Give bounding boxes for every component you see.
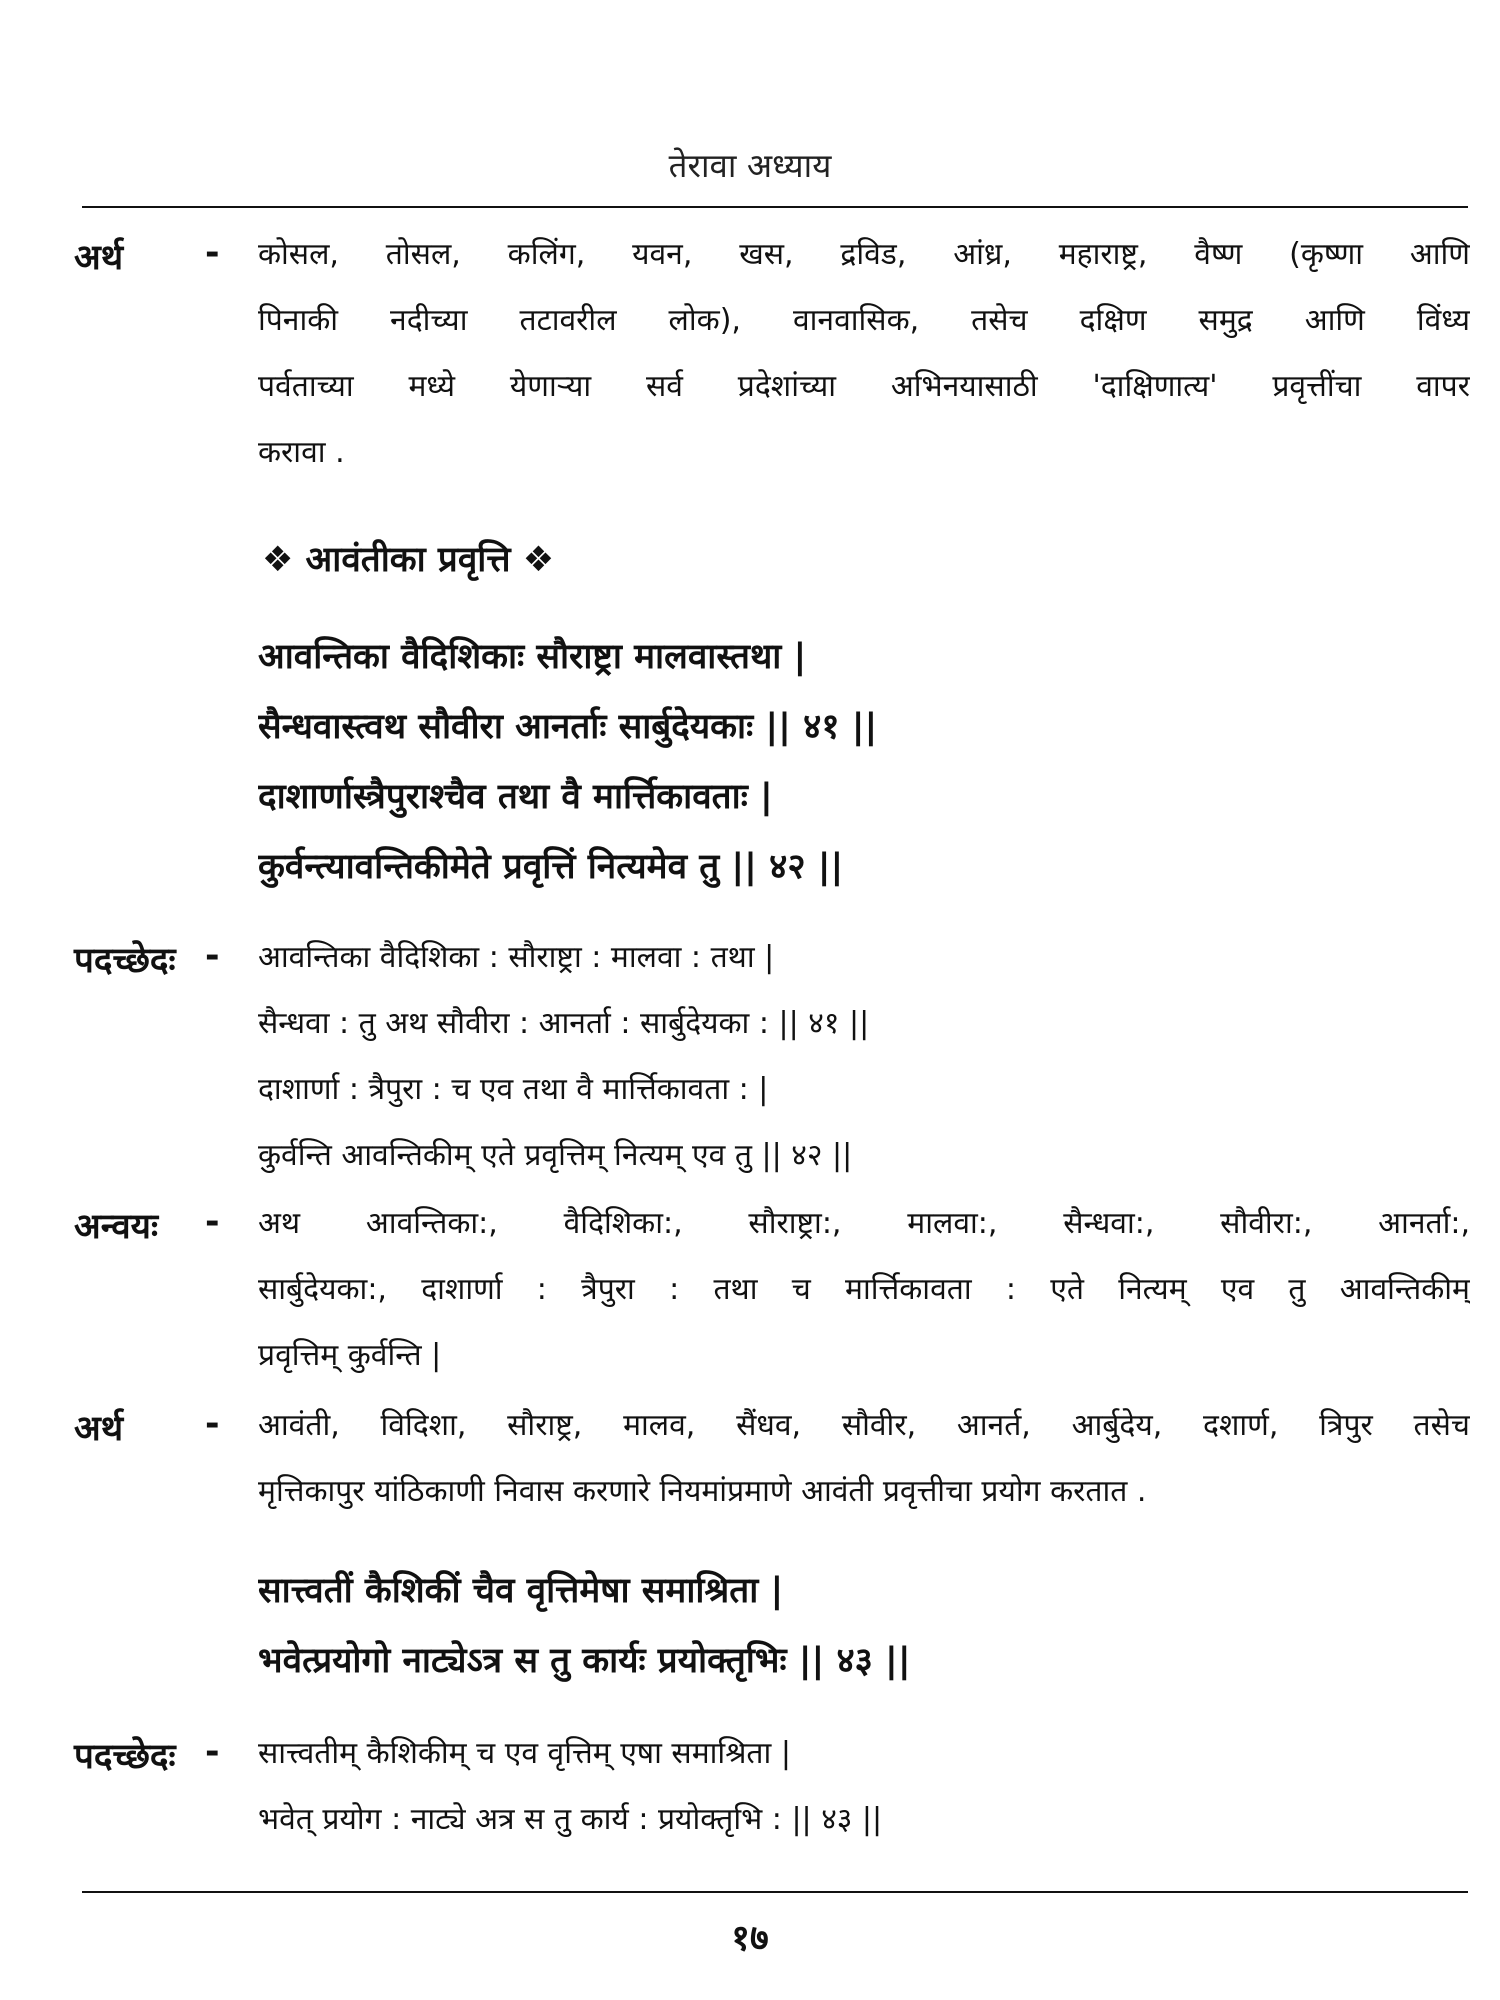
text-line: मृत्तिकापुर यांठिकाणी निवास करणारे नियमांप्रमाणे आवंती प्रवृत्तीचा प्रयोग करतात . <box>258 1474 1147 1509</box>
anvaya-text <box>258 1191 1470 1389</box>
section-label-padachheda-2: पदच्छेदः <box>74 1737 176 1777</box>
text-line: दाशार्णा : त्रैपुरा : च एव तथा वै मार्त्तिकावता : | <box>258 1072 769 1107</box>
section-label-anvaya: अन्वयः <box>74 1207 159 1247</box>
padachheda-1-text <box>258 925 1470 1189</box>
running-header: तेरावा अध्याय <box>668 146 832 185</box>
header-rule <box>82 206 1468 208</box>
text-line: आवंती, विदिशा, सौराष्ट्र, मालव, सैंधव, सौवीर, आनर्त, आर्बुदेय, दशार्ण, त्रिपुर तसेच <box>258 1408 1470 1443</box>
text-line: आवन्तिका वैदिशिका : सौराष्ट्रा : मालवा : तथा | <box>258 940 775 975</box>
text-line: अथ आवन्तिका:, वैदिशिका:, सौराष्ट्रा:, मालवा:, सैन्धवा:, सौवीरा:, आनर्ता:, <box>258 1206 1470 1241</box>
verse-41-42 <box>258 622 877 902</box>
padachheda-2-text <box>258 1721 1470 1853</box>
text-line: सार्बुदेयका:, दाशार्णा : त्रैपुरा : तथा च मार्त्तिकावता : एते नित्यम् एव तु आवन्तिकीम् <box>258 1272 1470 1307</box>
section-dash-artha-2: - <box>205 1404 220 1444</box>
section-label-artha-2: अर्थ <box>74 1409 124 1449</box>
text-line: भवेत् प्रयोग : नाट्ये अत्र स तु कार्य : प्रयोक्तृभि : || ४३ || <box>258 1802 883 1837</box>
text-line: प्रवृत्तिम् कुर्वन्ति | <box>258 1338 442 1373</box>
text-line: कुर्वन्ति आवन्तिकीम् एते प्रवृत्तिम् नित्यम् एव तु || ४२ || <box>258 1138 853 1173</box>
verse-line: भवेत्प्रयोगो नाट्येऽत्र स तु कार्यः प्रयोक्तृभिः || ४३ || <box>258 1641 911 1681</box>
page-number: १७ <box>731 1918 769 1959</box>
verse-line: आवन्तिका वैदिशिकाः सौराष्ट्रा मालवास्तथा | <box>258 637 807 677</box>
sub-heading: ❖ आवंतीका प्रवृत्ति ❖ <box>262 540 555 580</box>
text-line: कोसल, तोसल, कलिंग, यवन, खस, द्रविड, आंध्र, महाराष्ट्र, वैष्ण (कृष्णा आणि <box>258 237 1470 272</box>
verse-line: कुर्वन्त्यावन्तिकीमेते प्रवृत्तिं नित्यमेव तु || ४२ || <box>258 847 844 887</box>
section-label-artha-1: अर्थ <box>74 238 124 278</box>
text-line: सात्त्वतीम् कैशिकीम् च एव वृत्तिम् एषा समाश्रिता | <box>258 1736 791 1771</box>
text-line: करावा . <box>258 435 345 470</box>
section-dash-anvaya: - <box>205 1202 220 1242</box>
artha-1-text <box>258 222 1470 486</box>
text-line: पर्वताच्या मध्ये येणाऱ्या सर्व प्रदेशांच्या अभिनयासाठी 'दाक्षिणात्य' प्रवृत्तींचा वापर <box>258 369 1470 404</box>
verse-line: सात्त्वतीं कैशिकीं चैव वृत्तिमेषा समाश्रिता | <box>258 1571 784 1611</box>
footer-rule <box>82 1891 1468 1893</box>
verse-43 <box>258 1556 911 1696</box>
section-label-padachheda-1: पदच्छेदः <box>74 941 176 981</box>
text-line: पिनाकी नदीच्या तटावरील लोक), वानवासिक, तसेच दक्षिण समुद्र आणि विंध्य <box>258 303 1470 338</box>
section-dash-artha-1: - <box>205 233 220 273</box>
artha-2-text <box>258 1393 1470 1525</box>
section-dash-padachheda-1: - <box>205 936 220 976</box>
section-dash-padachheda-2: - <box>205 1732 220 1772</box>
verse-line: सैन्धवास्त्वथ सौवीरा आनर्ताः सार्बुदेयकाः || ४१ || <box>258 707 878 747</box>
text-line: सैन्धवा : तु अथ सौवीरा : आनर्ता : सार्बुदेयका : || ४१ || <box>258 1006 870 1041</box>
verse-line: दाशार्णास्त्रैपुराश्चैव तथा वै मार्त्तिकावताः | <box>258 777 773 817</box>
